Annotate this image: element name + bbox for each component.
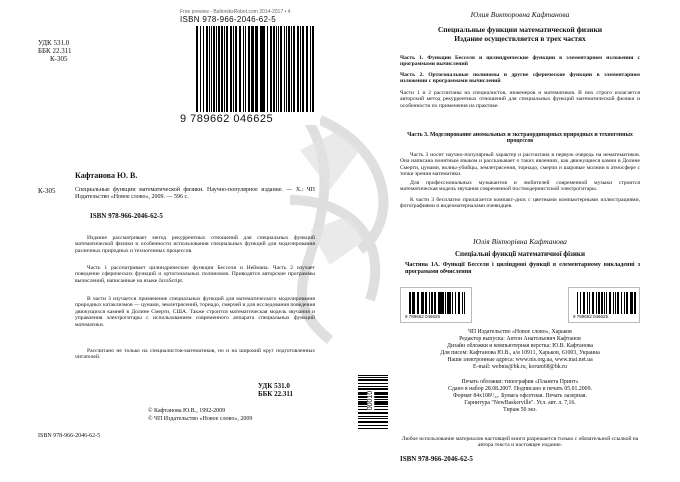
print-info-block <box>400 380 640 415</box>
bibliographic-record: Специальные функции математической физики. Научно-популярное издание. — Х.: ЧП Издательство «Новое слово», 2009. — 596 с. <box>75 187 315 200</box>
barcode-bar <box>243 26 244 112</box>
vertical-code: 00010 <box>367 390 375 411</box>
barcode-bar <box>233 26 234 112</box>
author-heading: Кафтанова Ю. В. <box>75 171 138 180</box>
vertical-barcode-strip <box>358 375 388 430</box>
ukr-author-name: Юлія Вікторівна Кафтанова <box>473 237 567 246</box>
small-barcode-left <box>400 287 472 323</box>
barcode-bar <box>293 26 295 112</box>
barcode-bar <box>206 26 208 112</box>
imprint-line: E-mail: webnis@bk.ru, korum68@bk.ru <box>473 364 567 370</box>
barcode-bar <box>596 292 597 314</box>
barcode-bar <box>196 26 198 112</box>
print-info-line: Формат 84х108¹/₃₂. Бумага офсетная. Печать лазерная. <box>453 393 587 399</box>
barcode-bar <box>358 416 388 417</box>
bbk-code-2: ББК 22.311 <box>258 390 293 398</box>
barcode-bar <box>409 292 411 314</box>
barcode-bar <box>434 292 436 314</box>
barcode-bar <box>270 26 272 112</box>
barcode-bar <box>203 26 205 112</box>
part2-title: Часть 2. Ортогональные полиномы и другие сферические функции в элементарном изложении с программами вычислений <box>400 72 640 85</box>
barcode-bar <box>213 26 215 112</box>
barcode-bar <box>288 26 290 112</box>
barcode-bar <box>429 292 430 314</box>
barcode-bar <box>312 26 314 112</box>
barcode-isbn: ISBN 978-966-2046-62-5 <box>180 15 276 24</box>
barcode-bar <box>413 292 415 314</box>
barcode-bar <box>462 292 463 314</box>
part3-description-2: Для профессиональных музыкантов и любителей современной музыки строится математическая модель звучания современной постмодернистской электрогитары. <box>400 180 640 193</box>
barcode-bar <box>226 26 228 112</box>
barcode-bar <box>245 26 247 112</box>
isbn-line: ISBN 978-966-2046-62-5 <box>90 212 163 220</box>
barcode-bar <box>458 292 460 314</box>
imprint-line: Редактор выпуска: Антон Анатольевич Кафтанов <box>459 336 581 342</box>
barcode-bar <box>280 26 282 112</box>
barcode-bar <box>230 26 232 112</box>
barcode-bar <box>252 26 254 112</box>
book-subtitle: Издание осуществляется в трех частях <box>454 34 586 43</box>
barcode-bar <box>200 26 201 112</box>
barcode-bar <box>621 292 622 314</box>
barcode-bar <box>291 26 292 112</box>
small-barcode-digits: 9 789662 046625 <box>405 314 441 319</box>
barcode-bar <box>310 26 311 112</box>
imprint-line: ЧП Издательство «Новое слово», Харьков <box>468 329 572 335</box>
barcode-bar <box>284 26 285 112</box>
k-code: К-305 <box>50 55 68 63</box>
barcode-bar <box>302 26 304 112</box>
barcode-bar <box>306 26 308 112</box>
barcode-bar <box>587 292 588 314</box>
copyright-author: © Кафтанова Ю.В., 1992-2009 <box>148 408 226 414</box>
barcode-header: Free preview - BaltoniksRobot.com 2014-2017 • 4 <box>180 9 291 15</box>
barcode-bar <box>601 292 603 314</box>
barcode-bar <box>417 292 419 314</box>
barcode-bars <box>409 292 467 314</box>
barcode-bar <box>358 379 388 381</box>
print-info-line: Сдано в набор 28.08.2007. Подписано в печать 05.01.2009. <box>448 386 592 392</box>
small-barcode-right <box>568 287 640 323</box>
imprint-block <box>400 330 640 372</box>
print-info-line: Гарнитура "NewBaskerville". Усл. авт. л. 7,16. <box>464 400 576 406</box>
desc-paragraph-3: В части 3 изучается применение специальных функций для математического моделирования природных катаклизмов — цунами, землетрясений, торнадо, смерчей и для исследования поведения движущихся камней в Долине Смерти, США. Также строится математическая модель звучания и управления электрогитары с использованием современного аппарата специальных функций математики. <box>75 296 316 328</box>
desc-paragraph-1: Издание рассматривает метод рекуррентных отношений для специальных функций математической физики и особенности использования специальных функций для моделирования различных природных и техногенных процессов. <box>75 235 315 254</box>
part3-title: Часть 3. Моделирование аномальных и экстраординарных природных и техногенных процессов <box>407 132 633 145</box>
barcode-bars <box>577 292 635 314</box>
barcode-bar <box>224 26 225 112</box>
part3-description-3: К части 3 бесплатно прилагается компакт-диск с цветными компьютерными иллюстрациями, фотографиями и видеоматериалами очевидцев. <box>400 197 640 210</box>
author-name: Юлия Викторовна Кафтанова <box>470 10 570 19</box>
k-code-2: К-305 <box>38 187 56 195</box>
barcode-bar <box>358 383 388 384</box>
barcode-bar <box>297 26 299 112</box>
barcode-bar <box>634 292 636 314</box>
barcode-bar <box>589 292 591 314</box>
barcode-bar <box>464 292 466 314</box>
barcode-bar <box>449 292 451 314</box>
barcode-bar <box>248 26 250 112</box>
barcode-bar <box>452 292 453 314</box>
barcode-bar <box>235 26 237 112</box>
copyright-publisher: © ЧП Издательство «Новое слово», 2009 <box>148 416 253 422</box>
small-barcode-2-digits: 9 789662 046625 <box>573 314 609 319</box>
copy-notice: Любое использование материалов настоящей книги разрешается только с обязательной ссылкой на автора текста и настоящее издание. <box>401 436 639 449</box>
barcode-bar <box>358 386 388 388</box>
udk-code-2: УДК 531.0 <box>258 382 290 390</box>
ukr-book-title: Спеціальні функції математичної фізики <box>455 250 585 258</box>
isbn-final: ISBN 978-966-2046-62-5 <box>400 455 473 463</box>
barcode-bars <box>196 26 314 112</box>
isbn-barcode <box>178 10 320 125</box>
desc-paragraph-4: Рассчитано не только на специалистов-математиков, но и на широкий круг подготовленных читателей. <box>75 348 315 361</box>
imprint-line: Для писем: Кафтанова Ю.В., а/я 10911, Харьков, 61003, Украина <box>440 350 600 356</box>
barcode-bar <box>441 292 443 314</box>
barcode-bar <box>358 412 388 414</box>
desc-paragraph-2: Часть 1 рассматривает цилиндрические функции Бесселя и Неймана. Часть 2 изучает поведение сферических функций и ортогональных полиномов. Приводятся авторские программы вычислений, написанные на языке JavaScript. <box>75 265 315 284</box>
barcode-bar <box>592 292 594 314</box>
barcode-bar <box>358 428 388 430</box>
barcode-bar <box>606 292 608 314</box>
print-info-line: Печать обложки: типография «Планета Принт» <box>461 379 579 385</box>
barcode-bar <box>425 292 427 314</box>
barcode-bar <box>580 292 582 314</box>
isbn-bottom: ISBN 978-966-2046-62-5 <box>38 433 101 439</box>
barcode-bar <box>431 292 433 314</box>
barcode-digits: 9 789662 046625 <box>180 113 274 125</box>
barcode-bar <box>358 425 388 426</box>
barcode-bar <box>358 421 388 423</box>
barcode-bar <box>221 26 223 112</box>
imprint-line: Наши электронные адреса: www.nis.org.ua, www.mai.net.ua <box>447 357 593 363</box>
barcode-bar <box>624 292 626 314</box>
book-title: Специальные функции математической физики <box>437 25 603 34</box>
barcode-bar <box>267 26 268 112</box>
barcode-bar <box>445 292 446 314</box>
part3-description-1: Часть 3 носит научно-популярный характер и рассчитана в первую очередь на нематематиков. Она написана понятным языком и рассказывает о таких явлениях, как движущиеся камни в Долине Смерти, цунами, волны-убийцы, землетрясения, торнадо, смерчи и шаровые молнии в атмосфере с точки зрения математики. <box>400 152 640 178</box>
barcode-bar <box>300 26 301 112</box>
udk-code: УДК 531.0 <box>38 39 70 47</box>
barcode-bar <box>577 292 578 314</box>
part1-title: Часть 1. Функции Бесселя и цилиндрические функции в элементарном изложении с программами вычислений <box>400 55 640 68</box>
barcode-bar <box>263 26 265 112</box>
barcode-bar <box>239 26 241 112</box>
barcode-bar <box>358 418 388 420</box>
barcode-bar <box>273 26 275 112</box>
ukr-part-title: Частина 1А. Функції Бесселя і циліндрові функції в елементарному викладенні з програмами обчислення <box>405 262 640 275</box>
barcode-bar <box>255 26 257 112</box>
barcode-bar <box>609 292 611 314</box>
barcode-bar <box>626 292 628 314</box>
print-info-line: Тираж 50 экз. <box>503 407 537 413</box>
barcode-bar <box>216 26 217 112</box>
bbk-code: ББК 22.311 <box>38 47 72 55</box>
imprint-line: Дизайн обложки и компьютерная верстка: Ю.В. Кафтанова <box>447 343 593 349</box>
barcode-bar <box>598 292 600 314</box>
barcode-bar <box>455 292 457 314</box>
barcode-bar <box>583 292 585 314</box>
parts12-description: Части 1 и 2 рассчитаны на специалистов, инженеров и математиков. В них строго излагается авторский метод рекуррентных отношений для специальных функций математической физики и особенности их применения на практике. <box>400 90 640 109</box>
barcode-bar <box>617 292 619 314</box>
